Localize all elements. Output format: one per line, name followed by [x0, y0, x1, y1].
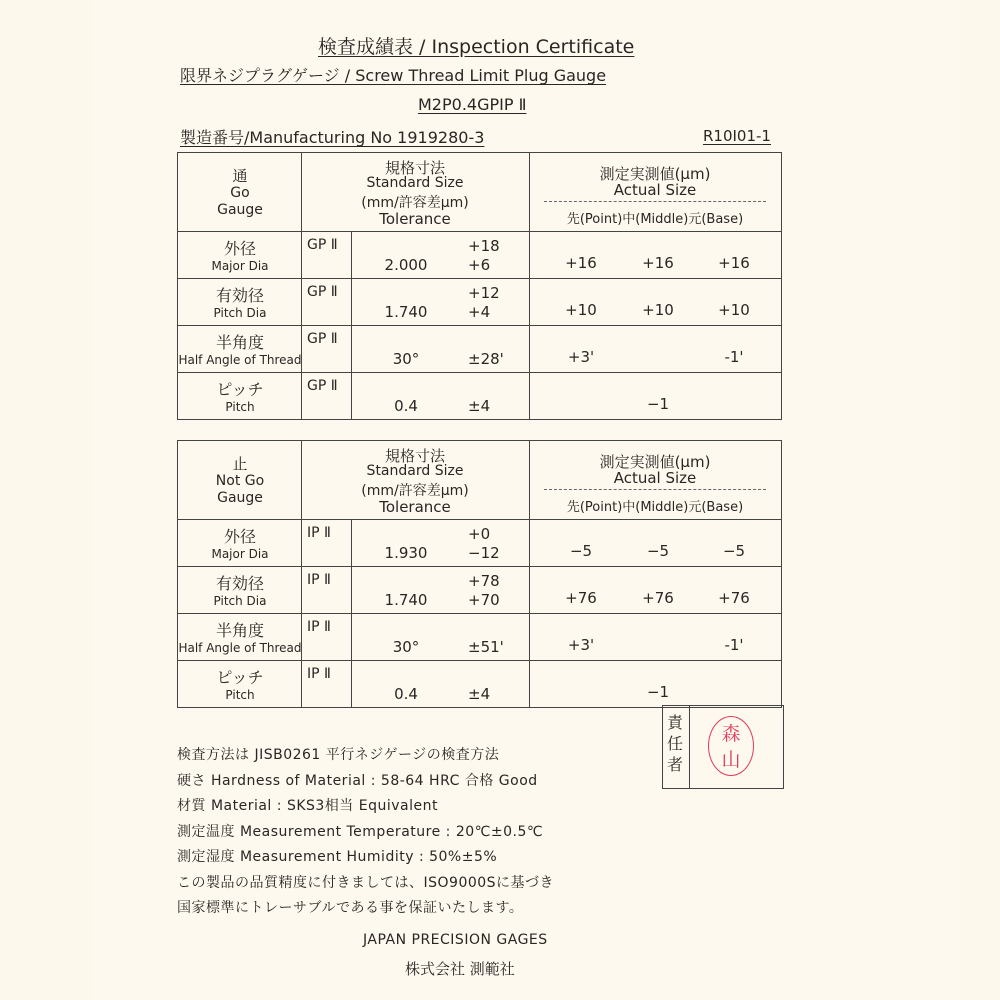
lower-tolerance: ±4 — [468, 397, 491, 415]
actual-middle: +16 — [642, 254, 674, 272]
lower-tolerance: +6 — [468, 256, 491, 274]
parameter-en: Pitch Dia — [213, 306, 267, 320]
gauge-grade: IP Ⅱ — [307, 619, 331, 635]
parameter-jp: 外径 — [223, 527, 257, 546]
actual-point: +16 — [565, 254, 597, 272]
actual-point: +76 — [565, 589, 597, 607]
upper-tolerance: +18 — [468, 237, 500, 255]
parameter-en: Half Angle of Thread — [178, 353, 302, 367]
nominal-size: 30° — [392, 638, 420, 656]
model-number: M2P0.4GPIP Ⅱ — [418, 95, 527, 114]
nominal-size: 1.930 — [384, 544, 428, 562]
note-line: 国家標準にトレーサブルである事を保証いたします。 — [177, 900, 524, 916]
parameter-jp: 半角度 — [215, 333, 265, 352]
table-row — [178, 373, 781, 419]
lower-tolerance: −12 — [468, 544, 500, 562]
manufacturing-number: 製造番号/Manufacturing No 1919280-3 — [180, 128, 485, 147]
parameter-en: Pitch — [225, 688, 255, 702]
tolerance-label: Tolerance — [379, 498, 451, 516]
gauge-grade: GP Ⅱ — [307, 237, 338, 253]
note-line: 材質 Material : SKS3相当 Equivalent — [177, 798, 438, 814]
lower-tolerance: ±4 — [468, 685, 491, 703]
gauge-grade: IP Ⅱ — [307, 572, 331, 588]
not-go-gauge-table — [177, 440, 782, 708]
actual-middle: −5 — [646, 542, 670, 560]
lower-tolerance: ±51' — [468, 638, 504, 656]
note-line: 硬さ Hardness of Material : 58-64 HRC 合格 Good — [177, 772, 538, 789]
parameter-jp: 外径 — [223, 239, 257, 258]
standard-size-en: Standard Size — [366, 175, 464, 191]
gauge-grade: GP Ⅱ — [307, 284, 338, 300]
actual-point: +3' — [567, 636, 595, 654]
gauge-label: Gauge — [217, 490, 263, 506]
table-row — [178, 326, 781, 373]
measure-positions: 先(Point)中(Middle)元(Base) — [566, 500, 744, 515]
table-row — [178, 661, 781, 707]
gauge-label: Gauge — [217, 202, 263, 218]
nominal-size: 0.4 — [394, 685, 418, 703]
parameter-jp: 有効径 — [215, 286, 265, 305]
go-gauge-table — [177, 152, 782, 420]
lower-tolerance: ±28' — [468, 350, 504, 368]
gauge-grade: IP Ⅱ — [307, 666, 331, 682]
company-name-en: JAPAN PRECISION GAGES — [363, 932, 548, 948]
actual-base: +10 — [718, 301, 750, 319]
standard-size-unit: (mm/許容差μm) — [361, 195, 469, 211]
gauge-type-jp: 通 — [232, 167, 248, 185]
seal-stamp: 森山 — [708, 716, 754, 776]
actual-middle: +10 — [642, 301, 674, 319]
parameter-en: Half Angle of Thread — [178, 641, 302, 655]
gauge-type-en: Not Go — [215, 473, 265, 489]
parameter-jp: ピッチ — [216, 668, 264, 687]
actual-size-en: Actual Size — [613, 469, 697, 487]
note-line: 測定温度 Measurement Temperature : 20℃±0.5℃ — [177, 823, 544, 840]
gauge-grade: IP Ⅱ — [307, 525, 331, 541]
gauge-grade: GP Ⅱ — [307, 378, 338, 394]
parameter-jp: 半角度 — [215, 621, 265, 640]
actual-base: -1' — [724, 348, 744, 366]
upper-tolerance: +0 — [468, 525, 491, 543]
nominal-size: 1.740 — [384, 303, 428, 321]
note-line: この製品の品質精度に付きましては、ISO9000Sに基づき — [177, 874, 555, 891]
note-line: 検査方法は JISB0261 平行ネジゲージの検査方法 — [177, 747, 500, 763]
parameter-en: Major Dia — [211, 547, 269, 561]
actual-size-jp: 測定実測値(μm) — [599, 453, 711, 471]
actual-base: +16 — [718, 254, 750, 272]
actual-point: +10 — [565, 301, 597, 319]
actual-base: -1' — [724, 636, 744, 654]
parameter-en: Pitch — [225, 400, 255, 414]
tolerance-label: Tolerance — [379, 210, 451, 228]
parameter-jp: ピッチ — [216, 380, 264, 399]
upper-tolerance: +78 — [468, 572, 500, 590]
actual-point: −5 — [569, 542, 593, 560]
lower-tolerance: +4 — [468, 303, 491, 321]
standard-size-jp: 規格寸法 — [384, 447, 446, 465]
table-row — [178, 232, 781, 279]
nominal-size: 1.740 — [384, 591, 428, 609]
actual-base: −5 — [722, 542, 746, 560]
document-subtitle: 限界ネジプラグゲージ / Screw Thread Limit Plug Gauge — [180, 66, 607, 85]
responsible-stamp-box — [662, 705, 784, 789]
upper-tolerance: +12 — [468, 284, 500, 302]
gauge-type-en: Go — [230, 185, 250, 201]
measure-positions: 先(Point)中(Middle)元(Base) — [566, 212, 744, 227]
actual-size-jp: 測定実測値(μm) — [599, 165, 711, 183]
table-row — [178, 279, 781, 326]
responsible-label: 責任者 — [667, 713, 684, 774]
table-row — [178, 520, 781, 567]
nominal-size: 2.000 — [384, 256, 428, 274]
standard-size-jp: 規格寸法 — [384, 159, 446, 177]
parameter-jp: 有効径 — [215, 574, 265, 593]
standard-size-unit: (mm/許容差μm) — [361, 483, 469, 499]
note-line: 測定湿度 Measurement Humidity : 50%±5% — [177, 849, 498, 865]
company-name-jp: 株式会社 測範社 — [405, 960, 515, 978]
parameter-en: Major Dia — [211, 259, 269, 273]
document-title: 検査成績表 / Inspection Certificate — [318, 36, 635, 58]
table-row — [178, 567, 781, 614]
actual-middle: −1 — [646, 395, 670, 413]
actual-middle: −1 — [646, 683, 670, 701]
parameter-en: Pitch Dia — [213, 594, 267, 608]
nominal-size: 0.4 — [394, 397, 418, 415]
actual-point: +3' — [567, 348, 595, 366]
table-header — [178, 153, 781, 232]
document-code: R10I01-1 — [703, 127, 771, 145]
table-header — [178, 441, 781, 520]
standard-size-en: Standard Size — [366, 463, 464, 479]
actual-size-en: Actual Size — [613, 181, 697, 199]
table-row — [178, 614, 781, 661]
actual-base: +76 — [718, 589, 750, 607]
actual-middle: +76 — [642, 589, 674, 607]
gauge-type-jp: 止 — [232, 455, 248, 473]
nominal-size: 30° — [392, 350, 420, 368]
lower-tolerance: +70 — [468, 591, 500, 609]
gauge-grade: GP Ⅱ — [307, 331, 338, 347]
